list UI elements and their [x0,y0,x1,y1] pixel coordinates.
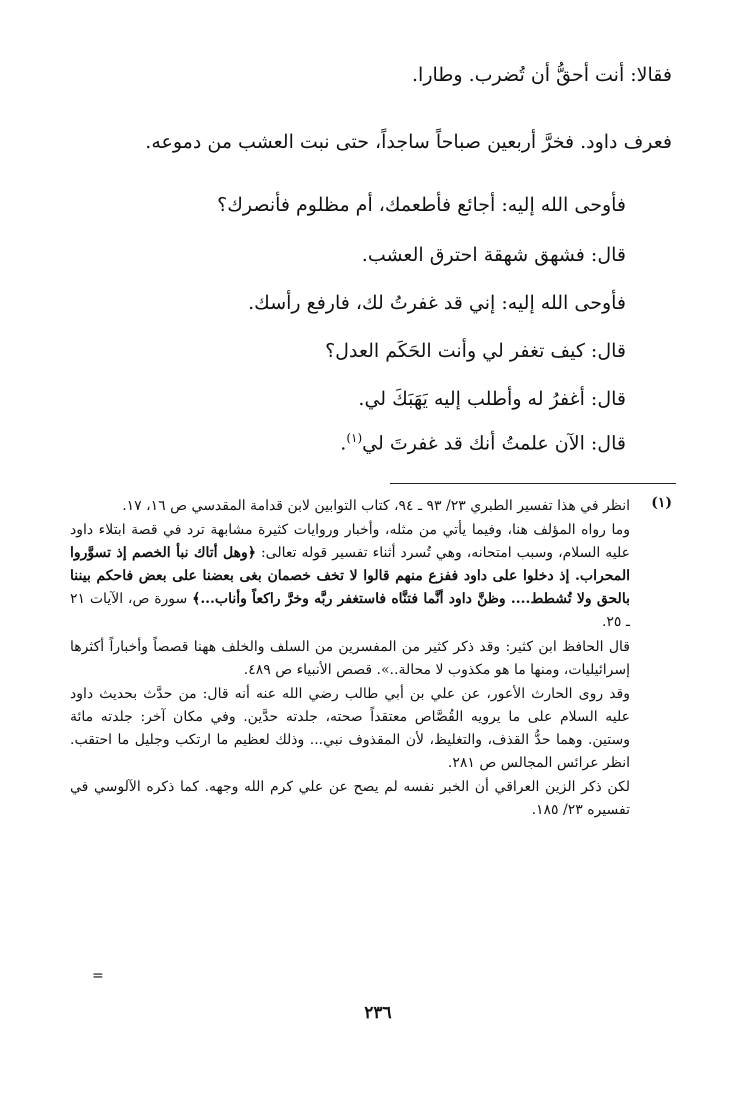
footnote-paragraph: انظر في هذا تفسير الطبري ٢٣/ ٩٣ ـ ٩٤، كتاب التوابين لابن قدامة المقدسي ص ١٦، ١٧. [122,498,630,514]
text-line: قال: كيف تغفر لي وأنت الحَكَم العدل؟ [325,340,626,362]
text-line-content: قال: الآن علمتُ أنك قد غفرتَ لي [362,432,626,455]
text-line [340,430,626,457]
text-paragraph: فعرف داود. فخرَّ أربعين صباحاً ساجداً، حتى نبت العشب من دموعه. [145,131,672,153]
continuation-mark: = [92,968,104,984]
text-line: فأوحى الله إليه: أجائع فأطعمك، أم مظلوم فأنصرك؟ [217,194,626,216]
quran-verse: ﴿وهل أتاك نبأ الخصم إذ تسوَّروا المحراب. إذ دخلوا على داود ففزع منهم قالوا لا تخف خصمان بغى بعضنا على بعض فاحكم بيننا بالحق ولا تُشطط.... وظنَّ داود أنَّما فتنَّاه فاستغفر ربَّه وخرَّ راكعاً وأناب...﴾ [70,545,630,608]
footnote-text: وما رواه المؤلف هنا، وفيما يأتي من مثله، وأخبار وروايات كثيرة مشابهة ترد في قصة ابتلاء داود عليه السلام، وسبب امتحانه، وهي تُسرد أثناء تفسير قوله تعالى: [70,522,630,562]
footnote-paragraph: قال الحافظ ابن كثير: وقد ذكر كثير من المفسرين من السلف والخلف ههنا قصصاً وأخباراً أكثرها إسرائيليات، ومنها ما هو مكذوب لا محالة..». قصص الأنبياء ص ٤٨٩. [70,638,630,678]
footnote-paragraph: لكن ذكر الزين العراقي أن الخبر نفسه لم يصح عن علي كرم الله وجهه. كما ذكره الآلوسي في تفسيره ٢٣/ ١٨٥. [70,779,630,819]
footnote-paragraph: وقد روى الحارث الأعور، عن علي بن أبي طالب رضي الله عنه أنه قال: من حدَّث بحديث داود عليه السلام على ما يرويه القُصَّاص معتقداً صحته، جلدته حدَّين. وفي مكان آخر: جلدته مائة وستين. وهما حدُّ القذف، والتغليظ، لأن المقذوف نبي... وذلك لعظيم ما ارتكب وجليل ما احتقب. انظر عرائس المجالس ص ٢٨١. [70,685,630,772]
text-line: قال: فشهق شهقة احترق العشب. [361,244,626,266]
text-line-end: . [340,432,347,455]
text-line: قال: أغفرُ له وأطلب إليه يَهَبَكَ لي. [358,388,626,410]
text-line: فأوحى الله إليه: إني قد غفرتُ لك، فارفع رأسك. [248,292,626,314]
page-number: ٢٣٦ [364,1003,392,1023]
footnote-reference: (١) [346,431,363,445]
footnote-paragraph [70,519,630,634]
footnote-text: سورة ص، الآيات ٢١ ـ ٢٥. [70,591,630,631]
footnote-separator [390,483,676,484]
footnotes [70,495,630,823]
text-line: فقالا: أنت أحقُّ أن تُضرب. وطارا. [412,64,672,86]
footnote-mark: (١) [651,495,672,511]
